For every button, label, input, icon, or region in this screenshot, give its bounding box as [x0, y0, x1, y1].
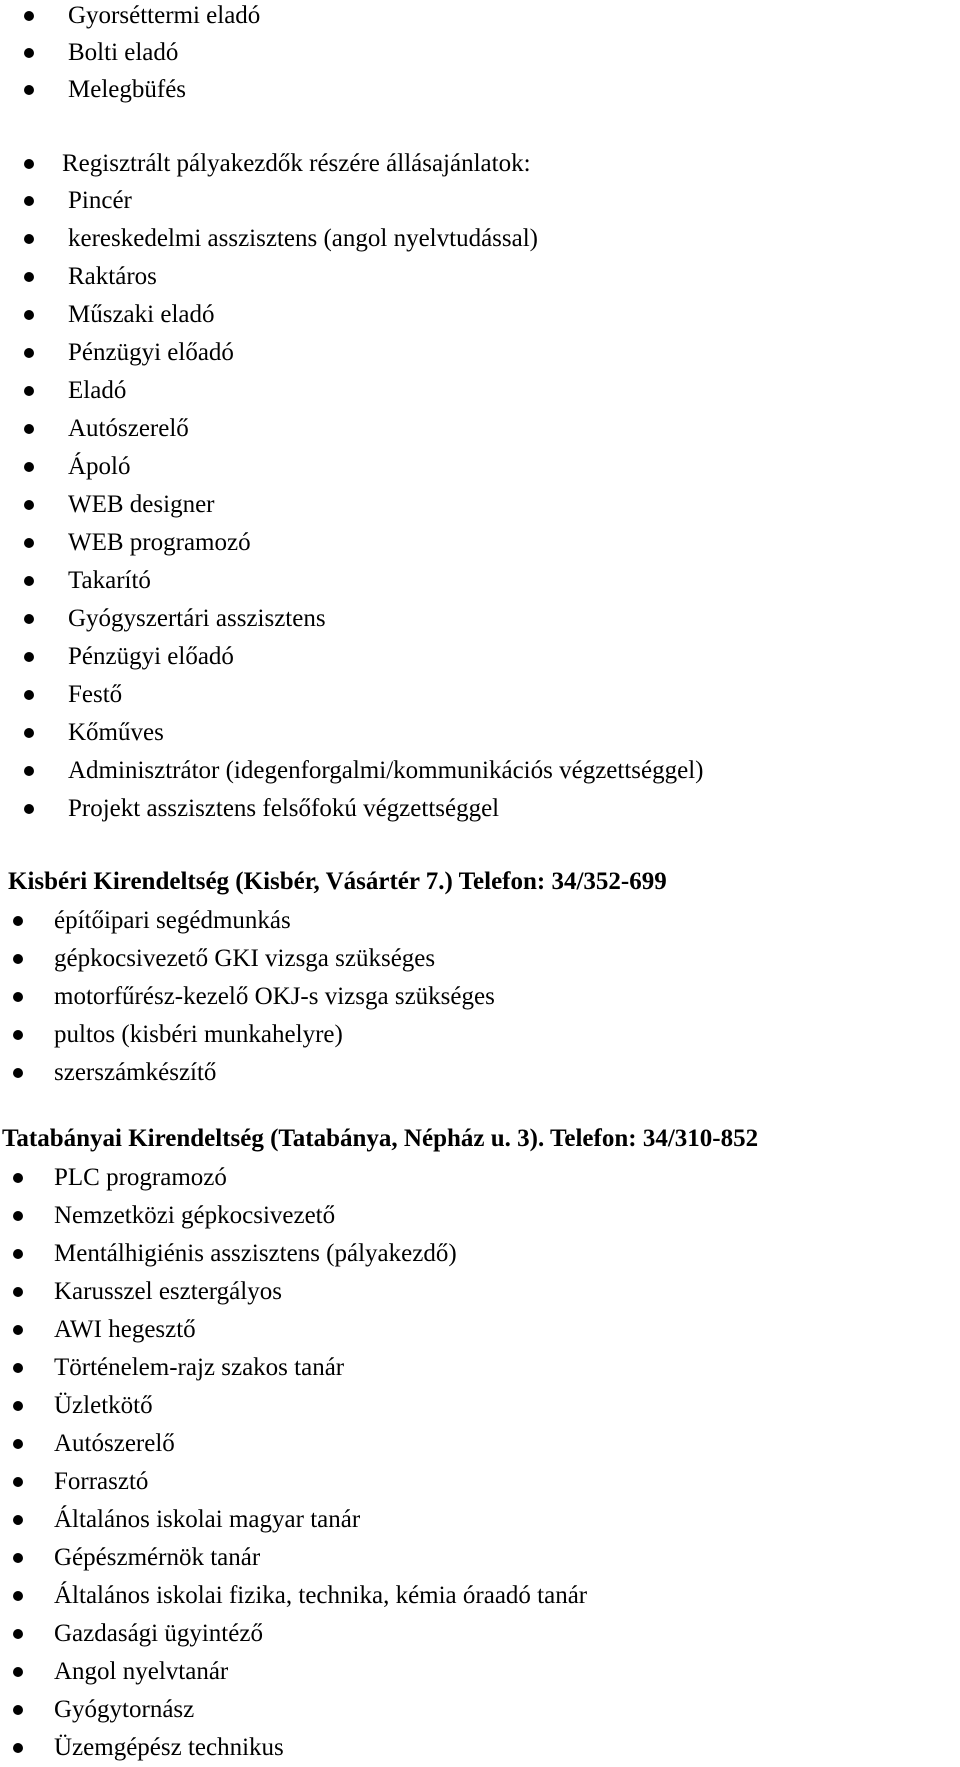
- list-item-text: Általános iskolai magyar tanár: [54, 1506, 361, 1533]
- bullet-icon: [13, 1325, 23, 1335]
- section-heading-tatabanya: Tatabányai Kirendeltség (Tatabánya, Népház u. 3). Telefon: 34/310-852: [2, 1125, 759, 1152]
- list-item-text: Eladó: [68, 377, 127, 404]
- bullet-icon: [24, 766, 34, 776]
- bullet-icon: [24, 272, 34, 282]
- bullet-icon: [13, 1705, 23, 1715]
- list-item-text: Festő: [68, 681, 123, 708]
- bullet-icon: [24, 652, 34, 662]
- bullet-icon: [13, 1287, 23, 1297]
- list-item-text: Takarító: [68, 567, 151, 594]
- bullet-icon: [13, 1068, 23, 1078]
- bullet-icon: [24, 348, 34, 358]
- bullet-icon: [24, 48, 34, 58]
- bullet-icon: [13, 1173, 23, 1183]
- list-item-text: Projekt asszisztens felsőfokú végzettséggel: [68, 795, 500, 822]
- list-item-text: gépkocsivezető GKI vizsga szükséges: [54, 945, 436, 972]
- list-item-text: Műszaki eladó: [68, 301, 215, 328]
- bullet-icon: [13, 992, 23, 1002]
- bullet-icon: [13, 1249, 23, 1259]
- bullet-icon: [24, 159, 34, 169]
- list-item-text: Raktáros: [68, 263, 157, 290]
- list-item-text: AWI hegesztő: [54, 1316, 196, 1343]
- list-item-text: Gyógyszertári asszisztens: [68, 605, 326, 632]
- bullet-icon: [13, 1591, 23, 1601]
- list-item-text: Melegbüfés: [68, 76, 187, 103]
- list-item-text: PLC programozó: [54, 1164, 227, 1191]
- list-item-text: Bolti eladó: [68, 39, 179, 66]
- list-item-text: Gazdasági ügyintéző: [54, 1620, 263, 1647]
- bullet-icon: [24, 690, 34, 700]
- bullet-icon: [13, 1515, 23, 1525]
- list-item-text: pultos (kisbéri munkahelyre): [54, 1021, 343, 1048]
- list-item-text: Általános iskolai fizika, technika, kémia óraadó tanár: [54, 1582, 588, 1609]
- bullet-icon: [24, 386, 34, 396]
- bullet-icon: [24, 538, 34, 548]
- list-item-text: Történelem-rajz szakos tanár: [54, 1354, 345, 1381]
- bullet-icon: [13, 1363, 23, 1373]
- list-item-text: Mentálhigiénis asszisztens (pályakezdő): [54, 1240, 457, 1267]
- bullet-icon: [13, 1553, 23, 1563]
- list-item-text: Gépészmérnök tanár: [54, 1544, 261, 1571]
- list-item-text: Üzletkötő: [54, 1392, 153, 1419]
- bullet-icon: [24, 234, 34, 244]
- list-item-text: Adminisztrátor (idegenforgalmi/kommunikációs végzettséggel): [68, 757, 704, 784]
- bullet-icon: [24, 424, 34, 434]
- list-item-text: Forrasztó: [54, 1468, 149, 1495]
- bullet-icon: [13, 1667, 23, 1677]
- bullet-icon: [24, 576, 34, 586]
- bullet-icon: [13, 1743, 23, 1753]
- list-item-text: Pincér: [68, 187, 132, 214]
- list-item-text: WEB designer: [68, 491, 215, 518]
- bullet-icon: [24, 196, 34, 206]
- bullet-icon: [24, 462, 34, 472]
- bullet-icon: [13, 1401, 23, 1411]
- bullet-icon: [24, 804, 34, 814]
- list-item-text: Pénzügyi előadó: [68, 339, 234, 366]
- list-item-text: Regisztrált pályakezdők részére állásajánlatok:: [62, 150, 531, 177]
- list-item-text: Angol nyelvtanár: [54, 1658, 229, 1685]
- bullet-icon: [13, 1477, 23, 1487]
- bullet-icon: [13, 1439, 23, 1449]
- list-item-text: Gyógytornász: [54, 1696, 195, 1723]
- list-item-text: motorfűrész-kezelő OKJ-s vizsga szükséges: [54, 983, 495, 1010]
- section-heading-kisber: Kisbéri Kirendeltség (Kisbér, Vásártér 7.) Telefon: 34/352-699: [8, 868, 667, 895]
- bullet-icon: [24, 85, 34, 95]
- bullet-icon: [24, 500, 34, 510]
- list-item-text: Autószerelő: [68, 415, 189, 442]
- bullet-icon: [13, 954, 23, 964]
- bullet-icon: [13, 1211, 23, 1221]
- bullet-icon: [13, 1030, 23, 1040]
- list-item-text: Ápoló: [68, 453, 131, 480]
- list-item-text: kereskedelmi asszisztens (angol nyelvtudással): [68, 225, 538, 252]
- list-item-text: WEB programozó: [68, 529, 251, 556]
- bullet-icon: [13, 1629, 23, 1639]
- list-item-text: Pénzügyi előadó: [68, 643, 234, 670]
- bullet-icon: [24, 11, 34, 21]
- list-item-text: Karusszel esztergályos: [54, 1278, 282, 1305]
- bullet-icon: [13, 916, 23, 926]
- list-item-text: Nemzetközi gépkocsivezető: [54, 1202, 336, 1229]
- list-item-text: Gyorséttermi eladó: [68, 2, 261, 29]
- bullet-icon: [24, 614, 34, 624]
- list-item-text: szerszámkészítő: [54, 1059, 217, 1086]
- list-item-text: Autószerelő: [54, 1430, 175, 1457]
- list-item-text: építőipari segédmunkás: [54, 907, 291, 934]
- list-item-text: Üzemgépész technikus: [54, 1734, 284, 1761]
- bullet-icon: [24, 310, 34, 320]
- list-item-text: Kőműves: [68, 719, 164, 746]
- bullet-icon: [24, 728, 34, 738]
